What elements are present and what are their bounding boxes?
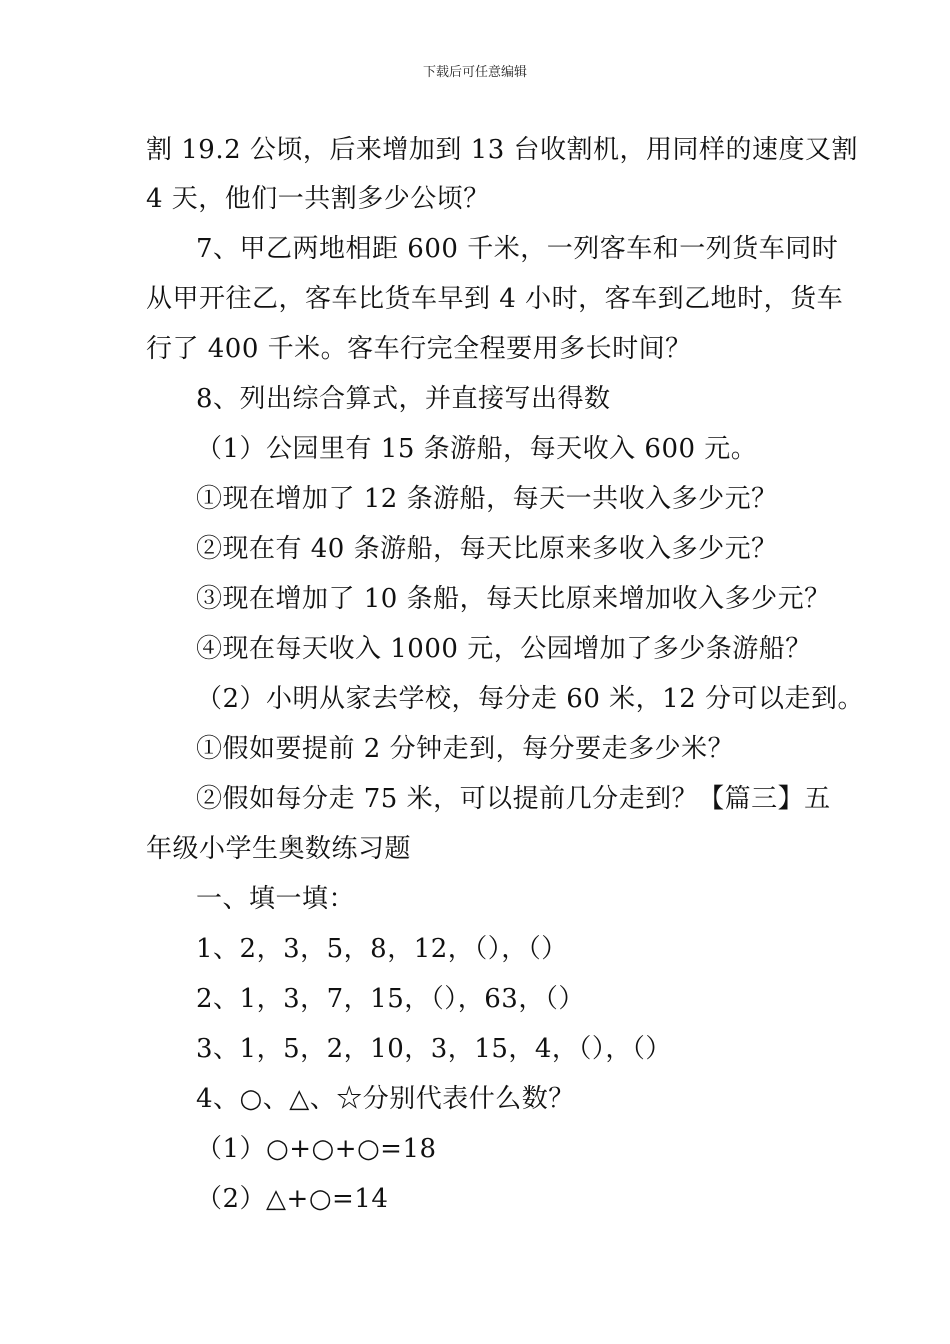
sub-problem-2: （2）小明从家去学校，每分走 60 米，12 分可以走到。 <box>196 684 865 714</box>
text-line: 割 19.2 公顷，后来增加到 13 台收割机，用同样的速度又割 <box>146 135 859 165</box>
question-line: ②假如每分走 75 米，可以提前几分走到？【篇三】五 <box>196 784 831 814</box>
text-line: 从甲开往乙，客车比货车早到 4 小时，客车到乙地时，货车 <box>146 284 844 314</box>
equation-line: （1）○+○+○=18 <box>196 1134 437 1164</box>
question-line: ①现在增加了 12 条游船，每天一共收入多少元？ <box>196 484 778 514</box>
fill-item: 3、1，5，2，10，3，15，4，（），（） <box>196 1034 672 1064</box>
question-line: ④现在每天收入 1000 元，公园增加了多少条游船？ <box>196 634 812 664</box>
question-line: ②现在有 40 条游船，每天比原来多收入多少元？ <box>196 534 778 564</box>
problem-8-heading: 8、列出综合算式，并直接写出得数 <box>196 384 611 414</box>
section-title-line: 年级小学生奥数练习题 <box>146 834 412 864</box>
fill-item: 4、○、△、☆分别代表什么数？ <box>196 1084 575 1114</box>
fill-item: 2、1，3，7，15，（），63，（） <box>196 984 585 1014</box>
equation-line: （2）△+○=14 <box>196 1184 389 1214</box>
section-heading: 一、填一填： <box>196 884 356 914</box>
problem-7-line: 7、甲乙两地相距 600 千米，一列客车和一列货车同时 <box>196 234 839 264</box>
page-header: 下载后可任意编辑 <box>422 65 527 80</box>
text-line: 4 天，他们一共割多少公顷？ <box>146 184 490 214</box>
question-line: ③现在增加了 10 条船，每天比原来增加收入多少元？ <box>196 584 831 614</box>
text-line: 行了 400 千米。客车行完全程要用多长时间？ <box>146 334 692 364</box>
question-line: ①假如要提前 2 分钟走到，每分要走多少米？ <box>196 734 735 764</box>
sub-problem-1: （1）公园里有 15 条游船，每天收入 600 元。 <box>196 434 758 464</box>
fill-item: 1、2，3，5，8，12，（），（） <box>196 934 568 964</box>
